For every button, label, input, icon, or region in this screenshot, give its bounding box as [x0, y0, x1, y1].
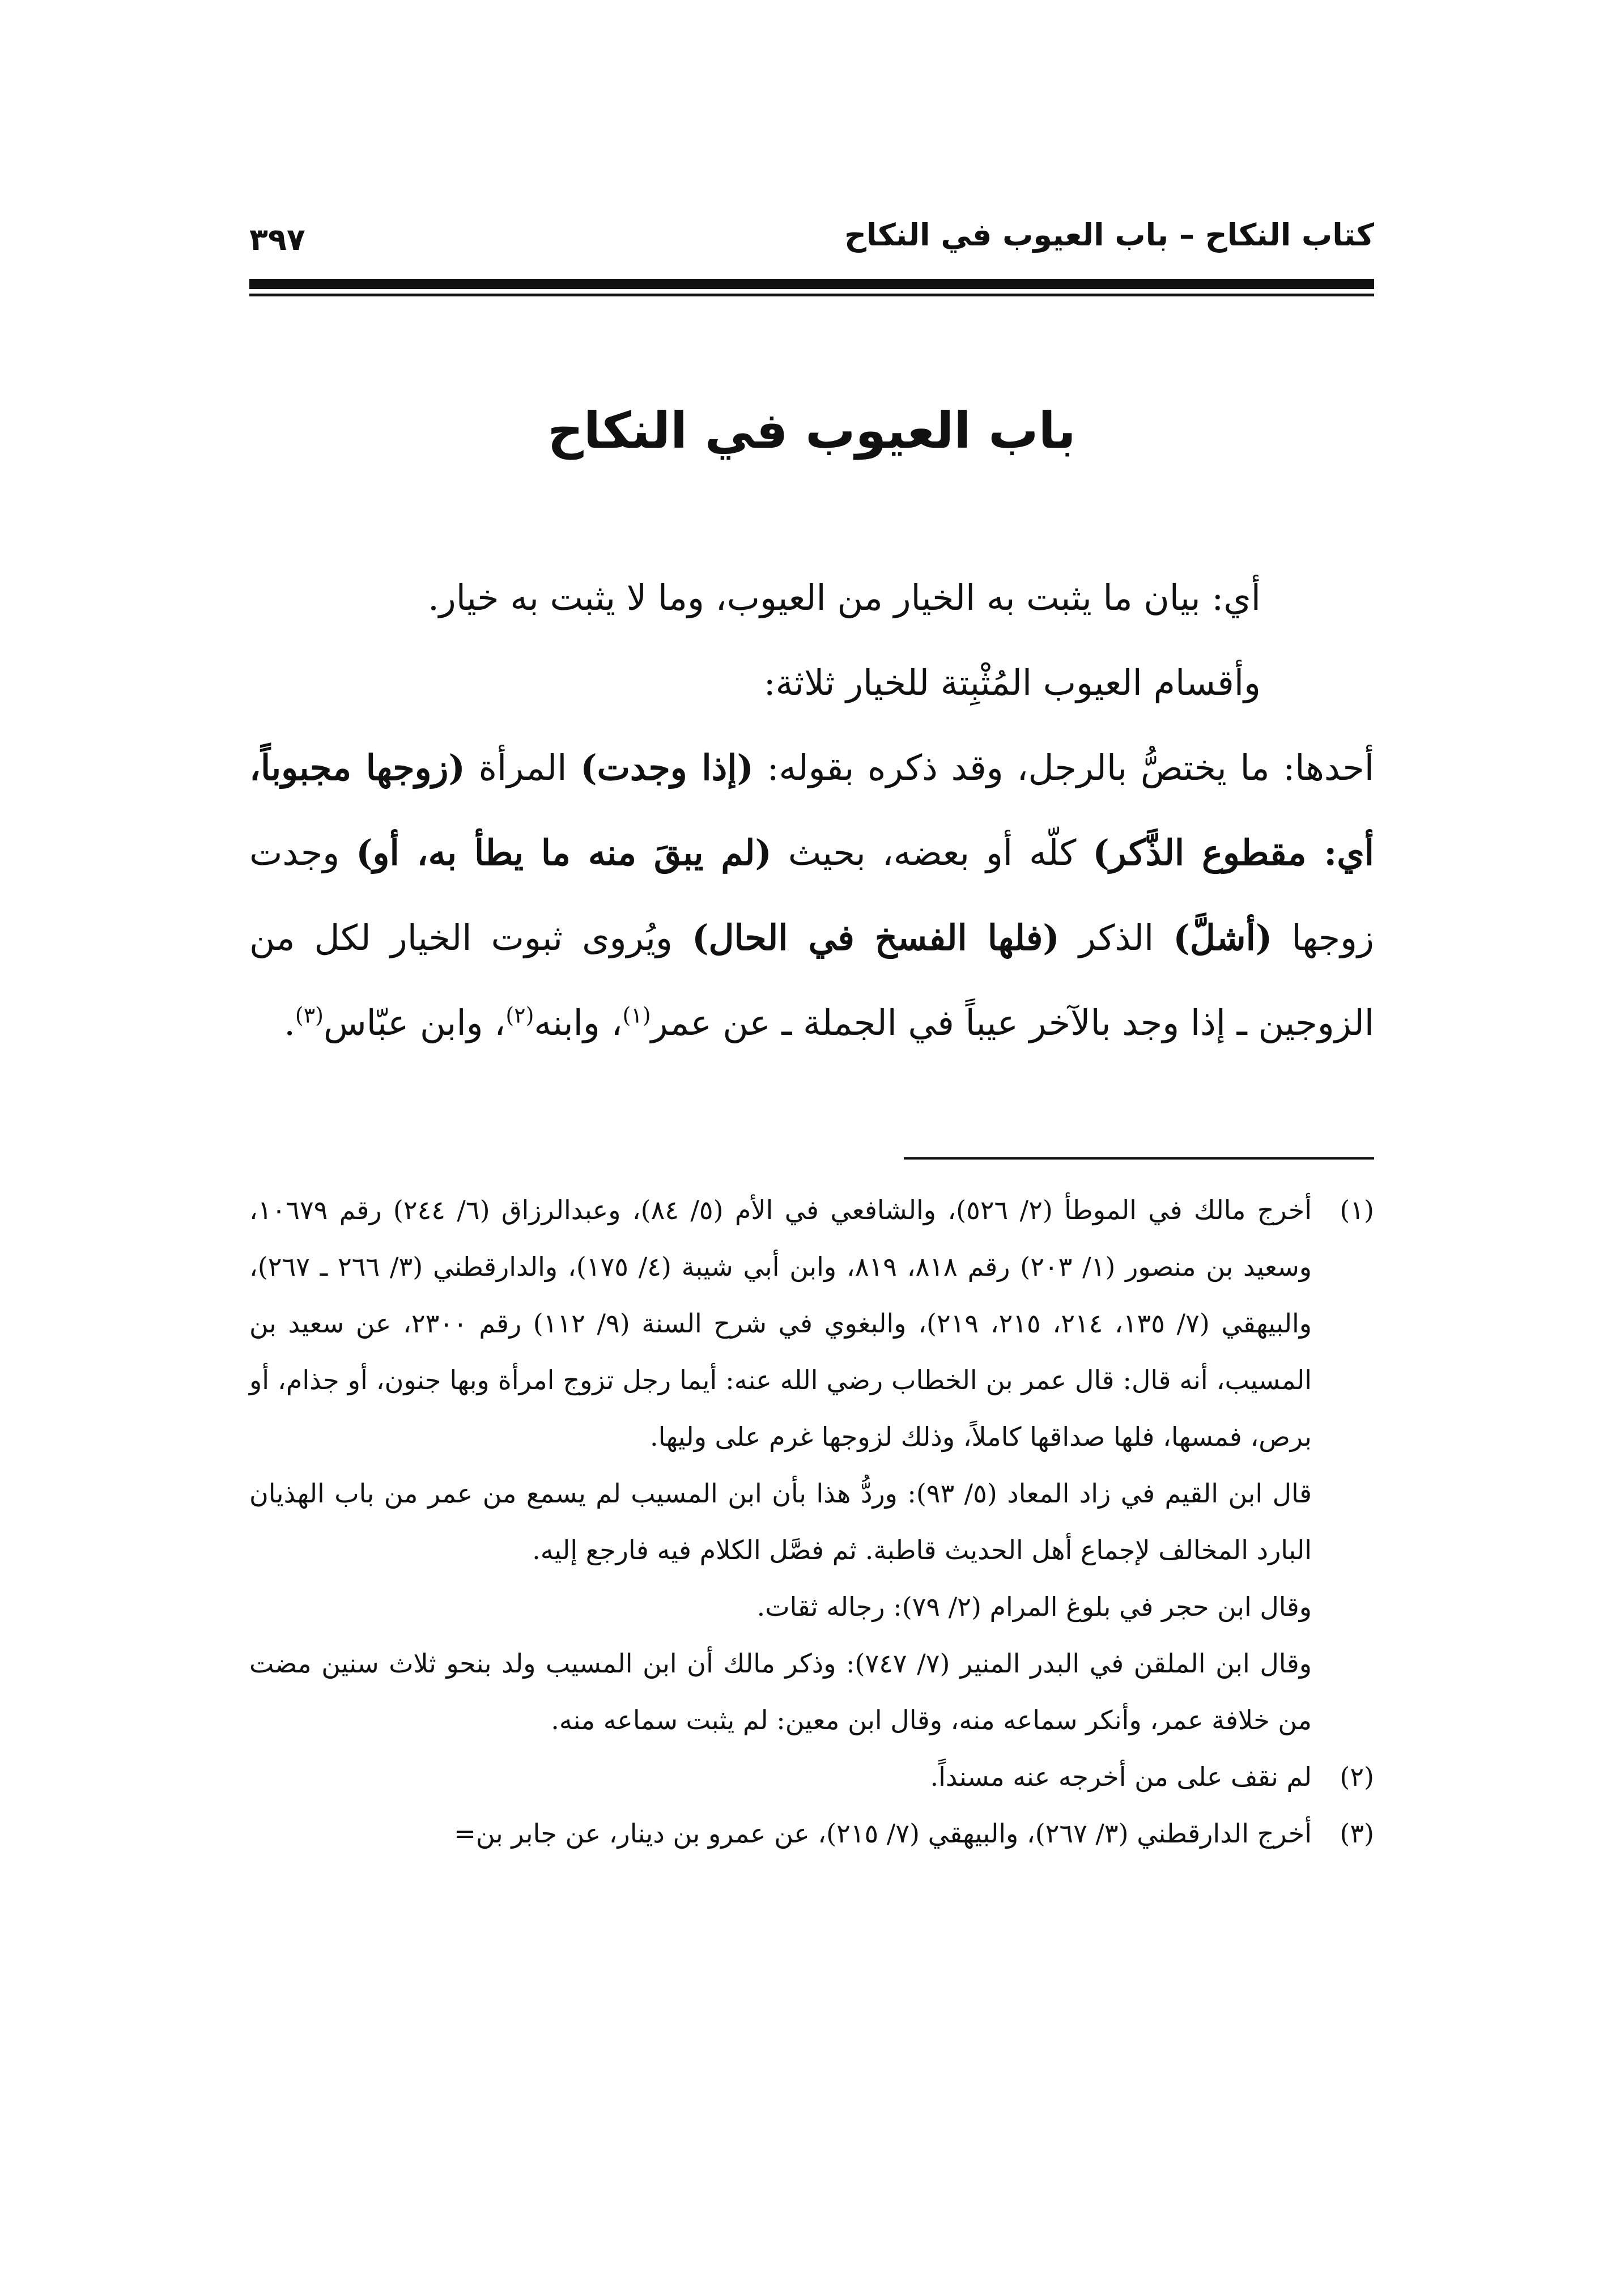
paragraph-3: [249, 725, 1374, 1065]
paragraph-1: أي: بيان ما يثبت به الخيار من العيوب، وما لا يثبت به خيار.: [428, 577, 1261, 618]
footnote-ref-3[interactable]: (٣): [295, 1003, 324, 1028]
page-number: ٣٩٧: [249, 222, 305, 257]
footnote-3-text: أخرج الدارقطني (٣/ ٢٦٧)، والبيهقي (٧/ ٢١٥)، عن عمرو بن دينار، عن جابر بن=: [454, 1818, 1312, 1849]
p3-matn-b: (إذا وجدت): [580, 747, 754, 788]
p3-text-a: أحدها: ما يختصُّ بالرجل، وقد ذكره بقوله:: [753, 747, 1374, 788]
footnote-1-comment-ibn-qayyim: قال ابن القيم في زاد المعاد (٥/ ٩٣): وردُّ هذا بأن ابن المسيب لم يسمع من عمر من باب الهذيان البارد المخالف لإجماع أهل الحديث قاطبة. ثم فصَّل الكلام فيه فارجع إليه.: [249, 1478, 1312, 1565]
p3-text-n: .: [284, 1002, 295, 1043]
running-header: [249, 210, 1374, 272]
book-page: [249, 0, 1374, 2293]
p3-text-m: ، وابن عبّاس: [324, 1002, 506, 1043]
footnote-ref-2[interactable]: (٢): [505, 1003, 534, 1028]
p3-matn-h: (أشلَّ): [1173, 917, 1273, 958]
footnote-ref-1[interactable]: (١): [622, 1003, 651, 1028]
paragraph-2: وأقسام العيوب المُثْبِتة للخيار ثلاثة:: [763, 662, 1261, 703]
p3-matn-f: (لم يبقَ منه ما يطأ به، أو): [356, 832, 772, 873]
p3-text-k: ويُروى ثبوت الخيار لكل من الزوجين ـ إذا وجد بالآخر عيباً في الجملة ـ عن عمر: [249, 917, 1374, 1043]
footnote-1-comment-ibn-mulaqqin: وقال ابن الملقن في البدر المنير (٧/ ٧٤٧): وذكر مالك أن ابن المسيب ولد بنحو ثلاث سنين مضت من خلافة عمر، وأنكر سماعه منه، وقال ابن معين: لم يثبت سماعه منه.: [249, 1648, 1312, 1735]
footnote-1-text: أخرج مالك في الموطأ (٢/ ٥٢٦)، والشافعي في الأم (٥/ ٨٤)، وعبدالرزاق (٦/ ٢٤٤) رقم ١٠٦٧٩، وسعيد بن منصور (١/ ٢٠٣) رقم ٨١٨، ٨١٩، وابن أبي شيبة (٤/ ١٧٥)، والدارقطني (٣/ ٢٦٦ ـ ٢٦٧)، والبيهقي (٧/ ١٣٥، ٢١٤، ٢١٥، ٢١٩)، والبغوي في شرح السنة (٩/ ١١٢) رقم ٢٣٠٠، عن سعيد بن المسيب، أنه قال: قال عمر بن الخطاب رضي الله عنه: أيما رجل تزوج امرأة وبها جنون، أو جذام، أو برص، فمسها، فلها صداقها كاملاً، وذلك لزوجها غرم على وليها.: [249, 1195, 1312, 1452]
footnote-separator: [904, 1157, 1374, 1160]
header-rule-thin: [249, 294, 1374, 296]
footnote-2-number: (٢): [1340, 1761, 1374, 1792]
footnote-1-number: (١): [1340, 1195, 1374, 1225]
footnote-2-text: لم نقف على من أخرجه عنه مسنداً.: [930, 1761, 1312, 1792]
footnote-1-comment-ibn-hajar: وقال ابن حجر في بلوغ المرام (٢/ ٧٩): رجاله ثقات.: [756, 1591, 1312, 1622]
header-rule-thick: [249, 279, 1374, 289]
p3-text-c: المرأة: [465, 747, 581, 788]
p3-text-i: الذكر: [1059, 917, 1174, 958]
p3-matn-d: (زوجها مجبوباً، أي: مقطوع الذَّكر): [249, 747, 1374, 873]
footnotes: [249, 1182, 1374, 1862]
chapter-heading: باب العيوب في النكاح: [547, 401, 1076, 460]
p3-text-e: كلّه أو بعضه، بحيث: [771, 832, 1093, 873]
footnote-2: [249, 1748, 1374, 1805]
running-title: كتاب النكاح – باب العيوب في النكاح: [844, 217, 1374, 253]
p3-text-g: وجدت زوجها: [249, 832, 1374, 958]
p3-text-l: ، وابنه: [534, 1002, 623, 1043]
main-text: [249, 555, 1374, 1065]
footnote-3: [249, 1805, 1374, 1862]
footnote-3-number: (٣): [1340, 1818, 1374, 1849]
footnote-1: [249, 1182, 1374, 1465]
p3-matn-j: (فلها الفسخ في الحال): [692, 917, 1060, 958]
